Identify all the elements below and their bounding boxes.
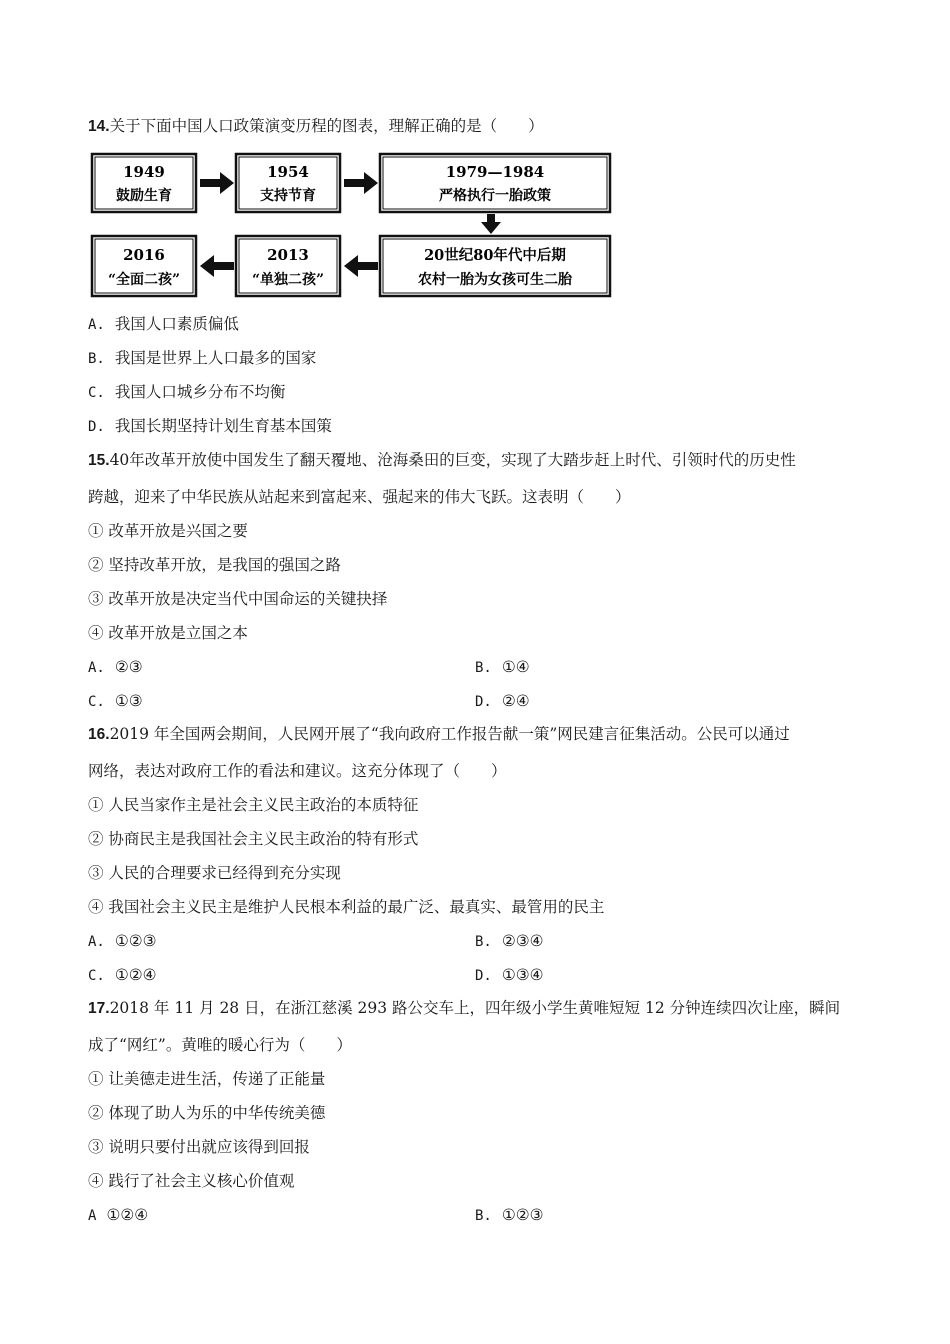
q16-item-1: ① 人民当家作主是社会主义民主政治的本质特征: [88, 796, 419, 814]
q17-option-b[interactable]: B. ①②③: [475, 1206, 544, 1224]
diagram-box-1949-text: 鼓励生育: [116, 188, 172, 204]
q15-stem-line1: 15.40年改革开放使中国发生了翻天覆地、沧海桑田的巨变，实现了大踏步赶上时代、引领时代的历史性: [88, 451, 796, 469]
population-policy-diagram: [88, 150, 616, 300]
diagram-box-1954-text: 支持节育: [260, 188, 316, 204]
q15-option-b[interactable]: B. ①④: [475, 658, 530, 676]
q16-item-4: ④ 我国社会主义民主是维护人民根本利益的最广泛、最真实、最管用的民主: [88, 898, 605, 916]
q17-number: 17.: [88, 1000, 110, 1017]
diagram-box-2016-text: “全面二孩”: [107, 272, 181, 288]
diagram-box-1980s-text: 农村一胎为女孩可生二胎: [418, 272, 572, 288]
q16-option-b[interactable]: B. ②③④: [475, 932, 544, 950]
diagram-box-1980s-year: 20世纪80年代中后期: [424, 247, 566, 264]
diagram-box-2016: [92, 236, 196, 296]
q17-option-a[interactable]: A ①②④: [88, 1206, 149, 1224]
q14-option-b[interactable]: B. 我国是世界上人口最多的国家: [88, 349, 317, 367]
q15-item-2: ② 坚持改革开放，是我国的强国之路: [88, 556, 341, 574]
arrow-down-icon: [481, 214, 501, 234]
q15-stem-line2: 跨越，迎来了中华民族从站起来到富起来、强起来的伟大飞跃。这表明（ ）: [88, 488, 631, 506]
diagram-box-1979-1984-year: 1979—1984: [445, 163, 545, 181]
diagram-box-1949-year: 1949: [123, 163, 165, 181]
diagram-box-1954: [236, 154, 340, 212]
arrow-left-icon: [200, 255, 234, 277]
q15-option-d[interactable]: D. ②④: [475, 692, 530, 710]
q14-number: 14.: [88, 118, 110, 135]
q14-option-a[interactable]: A. 我国人口素质偏低: [88, 315, 239, 333]
arrow-right-icon: [200, 172, 234, 194]
arrow-right-icon: [344, 172, 378, 194]
q17-item-2: ② 体现了助人为乐的中华传统美德: [88, 1104, 326, 1122]
q16-option-a[interactable]: A. ①②③: [88, 932, 157, 950]
q15-option-c[interactable]: C. ①③: [88, 692, 143, 710]
q16-stem-line2: 网络，表达对政府工作的看法和建议。这充分体现了（ ）: [88, 762, 507, 780]
diagram-box-1979-1984-text: 严格执行一胎政策: [439, 188, 551, 204]
q17-item-3: ③ 说明只要付出就应该得到回报: [88, 1138, 310, 1156]
diagram-box-2016-year: 2016: [123, 246, 165, 264]
diagram-box-1980s: [380, 236, 610, 296]
q16-item-2: ② 协商民主是我国社会主义民主政治的特有形式: [88, 830, 419, 848]
q17-item-4: ④ 践行了社会主义核心价值观: [88, 1172, 295, 1190]
q17-stem-line2: 成了“网红”。黄唯的暖心行为（ ）: [88, 1036, 352, 1054]
diagram-box-2013-year: 2013: [267, 246, 309, 264]
q15-item-4: ④ 改革开放是立国之本: [88, 624, 248, 642]
q17-stem-line1: 17.2018 年 11 月 28 日，在浙江慈溪 293 路公交车上，四年级小学生黄唯短短 12 分钟连续四次让座，瞬间: [88, 999, 841, 1017]
q15-number: 15.: [88, 452, 110, 469]
q15-item-3: ③ 改革开放是决定当代中国命运的关键抉择: [88, 590, 388, 608]
q16-item-3: ③ 人民的合理要求已经得到充分实现: [88, 864, 341, 882]
diagram-box-1979-1984: [380, 154, 610, 212]
q14-stem-text: 关于下面中国人口政策演变历程的图表，理解正确的是（ ）: [109, 117, 544, 135]
diagram-box-1949: [92, 154, 196, 212]
q16-number: 16.: [88, 726, 110, 743]
q14-option-c[interactable]: C. 我国人口城乡分布不均衡: [88, 383, 286, 401]
q15-item-1: ① 改革开放是兴国之要: [88, 522, 248, 540]
arrow-left-icon: [344, 255, 378, 277]
diagram-box-2013: [236, 236, 340, 296]
q16-option-d[interactable]: D. ①③④: [475, 966, 544, 984]
q14-option-d[interactable]: D. 我国长期坚持计划生育基本国策: [88, 417, 332, 435]
q14-stem: [88, 116, 544, 137]
q16-option-c[interactable]: C. ①②④: [88, 966, 157, 984]
q16-stem-line1: 16.2019 年全国两会期间，人民网开展了“我向政府工作报告献一策”网民建言征集活动。公民可以通过: [88, 725, 790, 743]
q15-option-a[interactable]: A. ②③: [88, 658, 143, 676]
diagram-box-1954-year: 1954: [267, 163, 309, 181]
q17-item-1: ① 让美德走进生活，传递了正能量: [88, 1070, 326, 1088]
diagram-box-2013-text: “单独二孩”: [251, 272, 325, 288]
